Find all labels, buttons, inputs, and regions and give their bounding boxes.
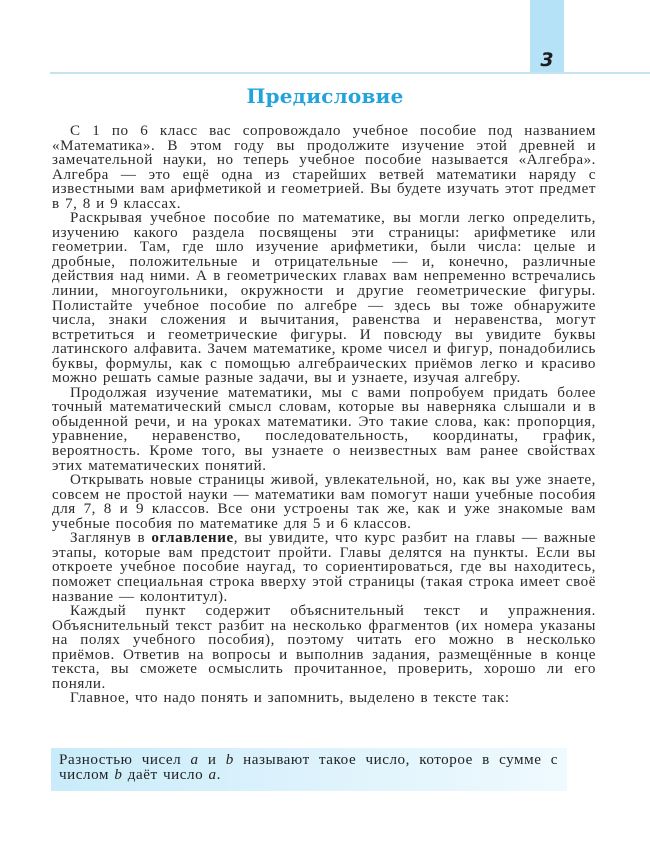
definition-highlight-box [51, 748, 567, 791]
paragraph-text: Главное, что надо понять и запомнить, выделено в тексте так: [70, 690, 510, 707]
keyword-table-of-contents: оглавление [151, 530, 234, 547]
page-title: Предисловие [246, 84, 404, 108]
paragraph-text: Заглянув в [70, 530, 152, 547]
paragraph-text: Продолжая изучение математики, мы с вами попробуем придать более точный математический смысл словам, которые вы наверняка слышали и в обыденной речи, и на уроках математики. Это такие слова, как: пропорция, уравнение, неравенство, последовательность, координаты, график, вероятность. Кроме того, вы узнаете о неизвестных вам ранее свойствах этих математических понятий. [52, 384, 596, 474]
paragraph-7 [52, 691, 596, 706]
paragraph-text: С 1 по 6 класс вас сопровождало учебное пособие под названием «Математика». В этом году вы продолжите изучение этой древней и замечательной науки, но теперь учебное пособие называется «Алгебра». Алгебра — это ещё одна из старейших ветвей математики наряду с известными вам арифметикой и геометрией. Вы будете изучать этот предмет в 7, 8 и 9 классах. [52, 123, 596, 212]
definition-fragment: даёт число [122, 767, 209, 783]
definition-fragment: . [216, 767, 221, 783]
definition-fragment: и [198, 752, 226, 768]
paragraph-2 [52, 211, 596, 386]
header-rule [50, 72, 650, 74]
paragraph-5 [52, 531, 596, 604]
paragraph-1 [52, 124, 596, 211]
definition-text [59, 753, 558, 783]
paragraph-4 [52, 473, 596, 531]
paragraph-text: Раскрывая учебное пособие по математике, вы могли легко определить, изучению какого раздела посвящены эти страницы: арифметике или геометрии. Там, где шло изучение арифметики, были числа: целые и дробные, положительные и отрицательные — и, конечно, различные действия над ними. А в геометрических главах вам непременно встречались линии, многоугольники, окружности и другие геометрические фигуры. Полистайте учебное пособие по алгебре — здесь вы тоже обнаружите числа, знаки сложения и вычитания, равенства и неравенства, могут встретиться и геометрические фигуры. И повсюду вы увидите буквы латинского алфавита. Зачем математике, кроме чисел и фигур, понадобились буквы, формулы, как с помощью алгебраических приёмов легко и красиво можно решать самые разные задачи, вы и узнаете, изучая алгебру. [52, 210, 596, 387]
variable-a: a [190, 752, 199, 768]
definition-fragment: называют такое число, которое в сумме с числом [59, 752, 558, 783]
preface-body [52, 124, 596, 706]
paragraph-text: Каждый пункт содержит объяснительный текст и упражнения. Объяснительный текст разбит на несколько фрагментов (их номера указаны на полях учебного пособия), поэтому читать его можно в несколько приёмов. Ответив на вопросы и выполнив задания, размещённые в конце текста, вы сможете осмыслить прочитанное, проверить, хорошо ли его поняли. [52, 603, 596, 692]
paragraph-text: , вы увидите, что курс разбит на главы — важные этапы, которые вам предстоит пройти. Главы делятся на пункты. Если вы откроете учебное пособие наугад, то сориентироваться, где вы находитесь, поможет специальная строка вверху этой страницы (такая строка имеет своё название — колонтитул). [52, 530, 596, 605]
definition-fragment: Разностью чисел [59, 752, 191, 768]
paragraph-text: Открывать новые страницы живой, увлекательной, но, как вы уже знаете, совсем не простой науки — математики вам помогут наши учебные пособия для 7, 8 и 9 классов. Все они устроены так же, как и уже знакомые вам учебные пособия по математике для 5 и 6 классов. [52, 472, 596, 532]
page-number: 3 [540, 49, 554, 71]
variable-b: b [114, 767, 123, 783]
paragraph-6 [52, 604, 596, 691]
paragraph-3 [52, 386, 596, 473]
variable-a: a [208, 767, 217, 783]
variable-b: b [225, 752, 234, 768]
